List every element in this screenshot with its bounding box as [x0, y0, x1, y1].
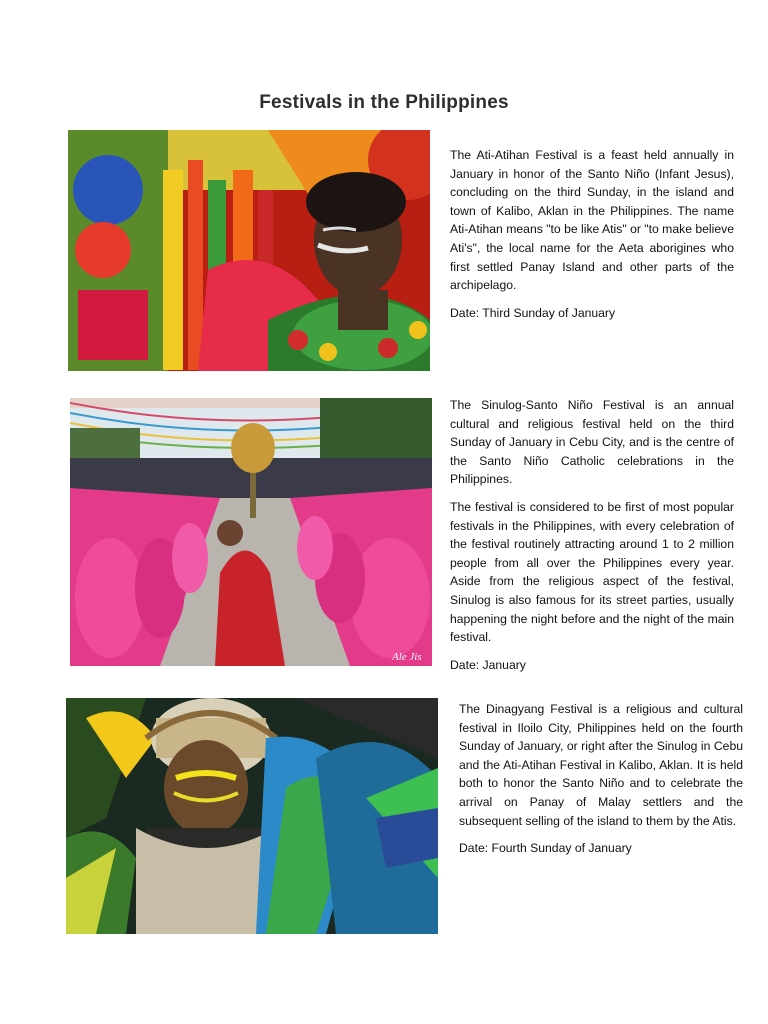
page-title: Festivals in the Philippines: [259, 92, 509, 113]
ati-atihan-photo: [68, 130, 430, 371]
dinagyang-photo: [66, 698, 438, 934]
sinulog-date: Date: January: [450, 657, 526, 672]
dinagyang-date: Date: Fourth Sunday of January: [459, 841, 632, 856]
dinagyang-description: [459, 700, 743, 867]
dinagyang-paragraph: The Dinagyang Festival is a religious and cultural festival in Iloilo City, Philippines held on the fourth Sunday of January, or right after the Sinulog in Cebu and the Ati-Atihan Festival in Kalibo, Aklan. It is held both to honor the Santo Niño and to celebrate the arrival on Panay of Malay settlers and the subsequent selling of the island to them by the Atis.: [459, 702, 743, 828]
photo-signature: Ale Jis: [392, 651, 422, 663]
ati-atihan-date: Date: Third Sunday of January: [450, 305, 616, 320]
sinulog-photo: [70, 398, 432, 666]
sinulog-paragraph-2: The festival is considered to be first of most popular festivals in the Philippines, with every celebration of the festival routinely attracting around 1 to 2 million people from all over the Philippines every year. Aside from the religious aspect of the festival, Sinulog is also famous for its street parties, usually happening the night before and the night of the main festival.: [450, 499, 734, 645]
ati-atihan-description: [450, 146, 734, 331]
ati-atihan-paragraph: The Ati-Atihan Festival is a feast held annually in January in honor of the Santo Niño (Infant Jesus), concluding on the third Sunday, in the island and town of Kalibo, Aklan in the Philippines. The name Ati-Atihan means "to be like Atis" or "to make believe Ati's", the local name for the Aeta aborigines who first settled Panay Island and other parts of the archipelago.: [450, 148, 734, 293]
sinulog-paragraph-1: The Sinulog-Santo Niño Festival is an annual cultural and religious festival held on the third Sunday of January in Cebu City, and is the centre of the Santo Niño Catholic celebrations in the Philippines.: [450, 398, 734, 487]
sinulog-description: [450, 396, 734, 683]
